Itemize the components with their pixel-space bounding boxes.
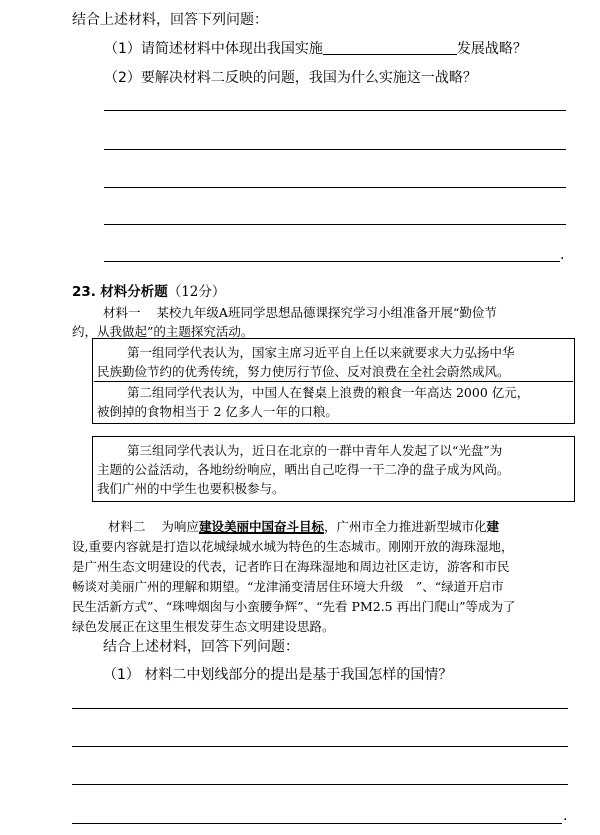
end-mark-2: . bbox=[563, 808, 568, 824]
question-1 bbox=[104, 38, 527, 58]
answer-line[interactable] bbox=[72, 784, 568, 785]
question-23-heading bbox=[72, 280, 225, 300]
group-3-line-2: 主题的公益活动，各地纷纷响应，晒出自己吃得一干二净的盘子成为风尚。 bbox=[97, 462, 510, 477]
group-2-line-2: 被倒掉的食物相当于 2 亿多人一年的口粮。 bbox=[97, 404, 338, 419]
material-2-line-3: 是广州生态文明建设的代表，记者昨日在海珠湿地和周边社区走访，游客和市民 bbox=[72, 559, 510, 574]
material-2-line-6: 绿色发展正在这里生根发芽生态文明建设思路。 bbox=[72, 619, 335, 634]
material-2-line-4: 畅谈对美丽广州的理解和期望。“龙津涌变清居住环境大升级 ”、“绿道开启市 bbox=[72, 579, 504, 594]
material-1-line-1: 材料一 某校九年级A班同学思想品德课探究学习小组准备开展“勤俭节 bbox=[103, 305, 497, 320]
question-23-1: （1） 材料二中划线部分的提出是基于我国怎样的国情？ bbox=[103, 667, 453, 683]
box-divider bbox=[94, 381, 573, 382]
question-1-prefix: （1）请简述材料中体现出我国实施 bbox=[104, 41, 323, 57]
underlined-key-phrase: 建设美丽中国奋斗目标 bbox=[198, 519, 324, 534]
group-3-line-1: 第三组同学代表认为，近日在北京的一群中青年人发起了以“光盘”为 bbox=[127, 443, 503, 458]
answer-line[interactable] bbox=[72, 746, 568, 747]
answer-instruction: 结合上述材料，回答下列问题： bbox=[72, 12, 268, 28]
answer-line[interactable] bbox=[72, 708, 568, 709]
group-3-line-3: 我们广州的中学生也要积极参与。 bbox=[97, 481, 285, 496]
question-2: （2）要解决材料二反映的问题，我国为什么实施这一战略？ bbox=[104, 70, 477, 86]
material-2-line-1: 材料二 为响应建设美丽中国奋斗目标，广州市全力推进新型城市化建 bbox=[108, 519, 499, 534]
group-2-line-1: 第二组同学代表认为，中国人在餐桌上浪费的粮食一年高达 2000 亿元， bbox=[127, 385, 530, 400]
fill-in-blank[interactable] bbox=[323, 40, 457, 55]
question-number: 23. bbox=[72, 284, 96, 300]
answer-line[interactable] bbox=[104, 224, 566, 225]
question-score: （12分） bbox=[167, 284, 226, 300]
answer-line[interactable] bbox=[104, 261, 560, 262]
question-title: 材料分析题 bbox=[100, 284, 168, 300]
answer-line[interactable] bbox=[72, 823, 562, 824]
material-1-line-2: 约，从我做起”的主题探究活动。 bbox=[72, 324, 254, 339]
group-3-box bbox=[92, 436, 575, 502]
material-2-label: 材料二 bbox=[108, 519, 146, 534]
group-1-line-2: 民族勤俭节约的优秀传统，努力使厉行节俭、反对浪费在全社会蔚然成风。 bbox=[97, 364, 510, 379]
material-1-label: 材料一 bbox=[103, 305, 141, 320]
material-2-line-5: 民生活新方式”、“珠啤烟囱与小蛮腰争辉”、“先看 PM2.5 再出门爬山”等成为了 bbox=[72, 599, 516, 614]
answer-instruction-2: 结合上述材料，回答下列问题： bbox=[103, 639, 299, 655]
answer-line[interactable] bbox=[104, 187, 566, 188]
group-opinions-box bbox=[92, 338, 575, 424]
group-1-line-1: 第一组同学代表认为，国家主席习近平自上任以来就要求大力弘扬中华 bbox=[127, 345, 515, 360]
answer-line[interactable] bbox=[104, 149, 566, 150]
answer-line[interactable] bbox=[104, 110, 566, 111]
question-1-suffix: 发展战略？ bbox=[456, 41, 527, 57]
end-mark: . bbox=[560, 247, 565, 263]
material-2-line-2: 设,重要内容就是打造以花城绿城水城为特色的生态城市。刚刚开放的海珠湿地， bbox=[72, 539, 514, 554]
